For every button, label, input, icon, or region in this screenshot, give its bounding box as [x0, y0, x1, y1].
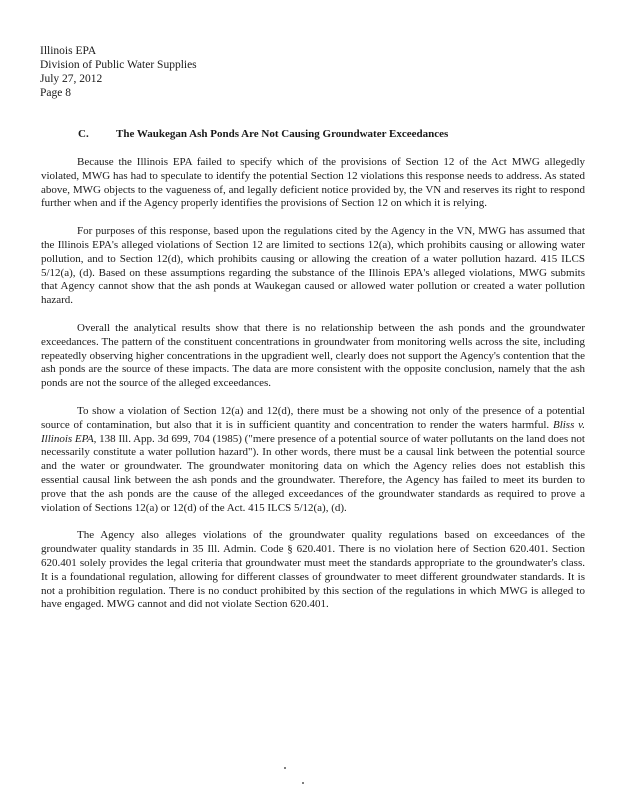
header-date: July 27, 2012	[40, 73, 103, 85]
paragraph-4	[41, 405, 585, 515]
header-recipient: Illinois EPA	[40, 45, 97, 57]
header-page-number: Page 8	[40, 87, 71, 99]
section-heading	[78, 128, 448, 140]
section-number: C.	[78, 128, 89, 140]
paragraph-5: The Agency also alleges violations of the groundwater quality regulations based on exceedances of the groundwater quality standards in 35 Ill. Admin. Code § 620.401. There is no violation here of Section 620.401. Section 620.401 solely provides the legal criteria that groundwater must meet the standards appropriate to the groundwater's class. It is a foundational regulation, allowing for different classes of groundwater to meet different groundwater standards. It is not a prohibition regulation. There is no conduct prohibited by this section of the regulations in which MWG is alleged to have engaged. MWG cannot and did not violate Section 620.401.	[41, 529, 585, 611]
paragraph-3: Overall the analytical results show that there is no relationship between the ash ponds and the groundwater exceedances. The pattern of the constituent concentrations in groundwater from monitoring wells across the site, including repeatedly observing higher concentrations in the upgradient well, clearly does not support the Agency's contention that the ash ponds are the source of these impacts. The data are more consistent with the opposite conclusion, namely that the ash ponds are not the source of the alleged exceedances.	[41, 321, 585, 390]
header-division: Division of Public Water Supplies	[40, 59, 197, 71]
case-citation: Bliss v. Illinois EPA,	[41, 418, 585, 445]
document-body	[41, 156, 585, 626]
paragraph-4-part-1: To show a violation of Section 12(a) and 12(d), there must be a showing not only of the presence of a potential source of contamination, but also that it is in sufficient quantity and concentration to render the waters harmful.	[41, 404, 585, 431]
scan-speck	[302, 782, 304, 784]
section-title: The Waukegan Ash Ponds Are Not Causing Groundwater Exceedances	[116, 128, 449, 140]
paragraph-4-part-2: 138 Ill. App. 3d 699, 704 (1985) ("mere presence of a potential source of water pollutants on the land does not necessarily constitute a water pollution hazard"). In other words, there must be a causal link between the potential source and the water or groundwater. The groundwater monitoring data on which the Agency relies does not establish this essential causal link between the ash ponds and the groundwater. Therefore, the Agency has failed to meet its burden to prove that the ash ponds are the cause of the alleged exceedances of the groundwater standards as required to prove a violation of Sections 12(a) or 12(d) of the Act. 415 ILCS 5/12(a), (d).	[41, 432, 585, 514]
letter-header	[40, 44, 197, 100]
paragraph-2: For purposes of this response, based upon the regulations cited by the Agency in the VN, MWG has assumed that the Illinois EPA's alleged violations of Section 12 are limited to sections 12(a), which prohibits causing or allowing water pollution, and to Section 12(d), which prohibits causing or allowing the creation of a water pollution hazard. 415 ILCS 5/12(a), (d). Based on these assumptions regarding the substance of the Illinois EPA's alleged violations, MWG submits that Agency cannot show that the ash ponds at Waukegan caused or allowed water pollution or created a water pollution hazard.	[41, 225, 585, 307]
paragraph-1: Because the Illinois EPA failed to specify which of the provisions of Section 12 of the Act MWG allegedly violated, MWG has had to speculate to identify the potential Section 12 violations this response needs to address. As stated above, MWG objects to the vagueness of, and legally deficient notice provided by, the VN and reserves its right to respond further when and if the Agency properly identifies the provisions of Section 12 on which it is relying.	[41, 156, 585, 210]
scan-speck	[284, 767, 286, 769]
